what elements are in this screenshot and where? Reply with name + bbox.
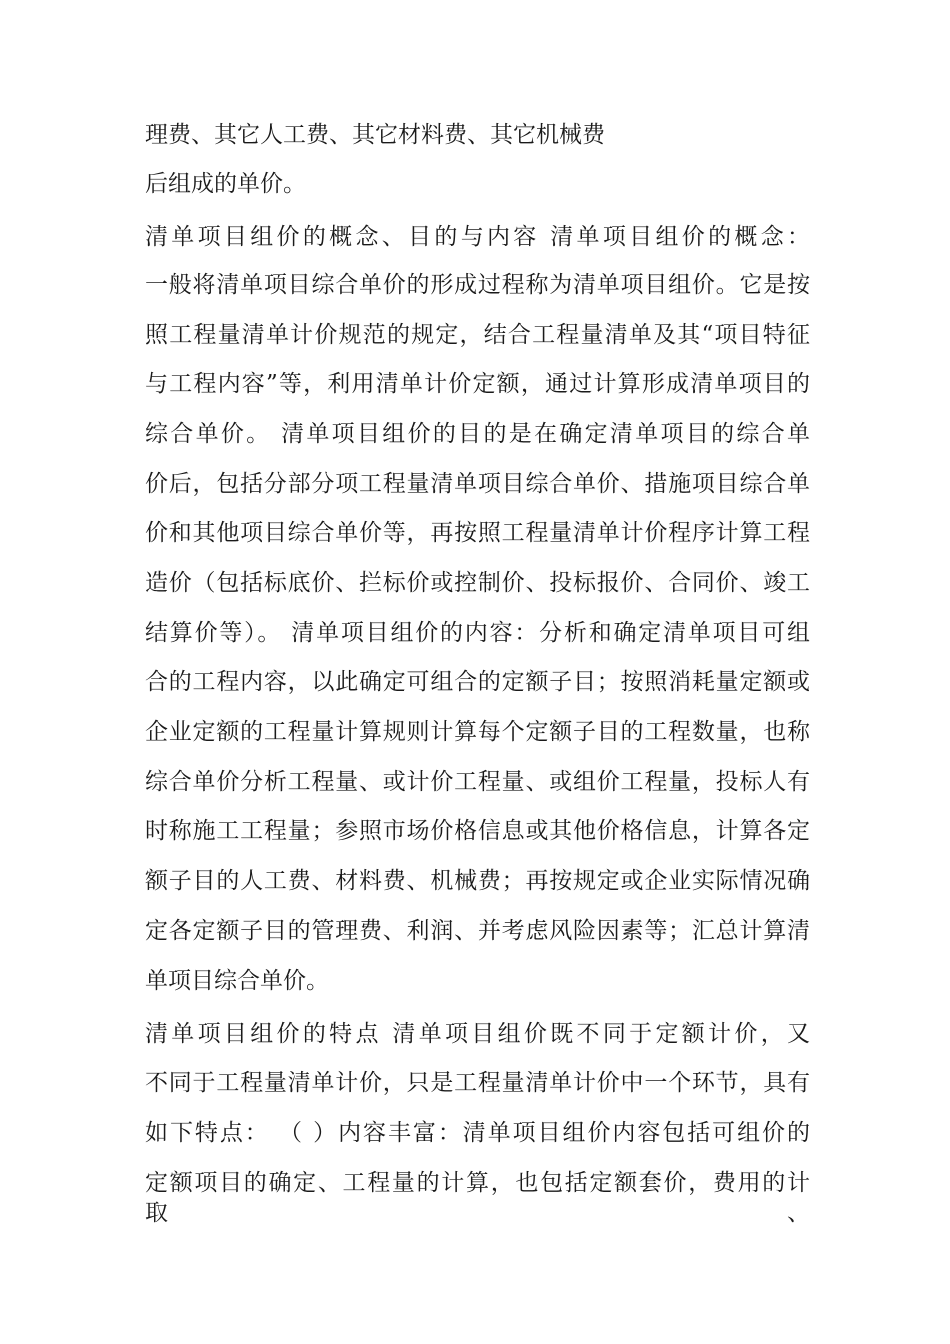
text-line: 单项目综合单价。 xyxy=(145,968,329,994)
text-line: 理费、其它人工费、其它材料费、其它机械费 xyxy=(145,122,605,148)
text-line: 与工程内容”等，利用清单计价定额，通过计算形成清单项目的 xyxy=(145,371,810,397)
text-line: 价和其他项目综合单价等，再按照工程量清单计价程序计算工程 xyxy=(145,520,810,546)
text-line: 结算价等）。 清单项目组价的内容：分析和确定清单项目可组 xyxy=(145,620,810,646)
text-line: 照工程量清单计价规范的规定，结合工程量清单及其“项目特征 xyxy=(145,322,810,348)
text-line: 造价（包括标底价、拦标价或控制价、投标报价、合同价、竣工 xyxy=(145,570,810,596)
text-line: 清单项目组价的特点 清单项目组价既不同于定额计价，又 xyxy=(145,1021,810,1047)
text-line: 如下特点： （ ）内容丰富：清单项目组价内容包括可组价的 xyxy=(145,1120,810,1146)
text-line: 一般将清单项目综合单价的形成过程称为清单项目组价。它是按 xyxy=(145,272,810,298)
text-line: 综合单价分析工程量、或计价工程量、或组价工程量，投标人有 xyxy=(145,769,810,795)
text-line: 后组成的单价。 xyxy=(145,171,306,197)
text-line: 不同于工程量清单计价，只是工程量清单计价中一个环节，具有 xyxy=(145,1070,810,1096)
text-line: 额子目的人工费、材料费、机械费；再按规定或企业实际情况确 xyxy=(145,868,810,894)
text-line: 清单项目组价的概念、目的与内容 清单项目组价的概念： xyxy=(145,224,810,250)
text-line: 时称施工工程量；参照市场价格信息或其他价格信息，计算各定 xyxy=(145,818,810,844)
text-line: 综合单价。 清单项目组价的目的是在确定清单项目的综合单 xyxy=(145,421,810,447)
text-line: 合的工程内容，以此确定可组合的定额子目；按照消耗量定额或 xyxy=(145,669,810,695)
text-line: 价后，包括分部分项工程量清单项目综合单价、措施项目综合单 xyxy=(145,471,810,497)
text-line: 企业定额的工程量计算规则计算每个定额子目的工程数量，也称 xyxy=(145,719,810,745)
text-line: 定各定额子目的管理费、利润、并考虑风险因素等；汇总计算清 xyxy=(145,918,810,944)
text-line: 定额项目的确定、工程量的计算，也包括定额套价，费用的计取、 xyxy=(145,1170,810,1226)
